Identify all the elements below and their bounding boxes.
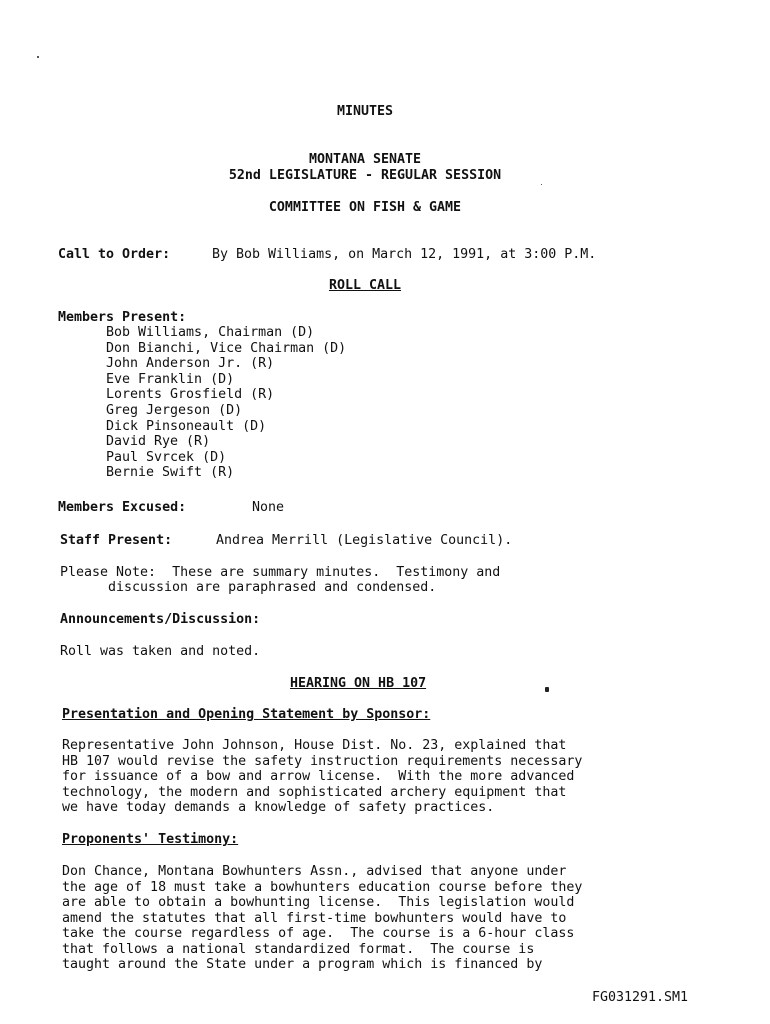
member-item: Eve Franklin (D) [106, 371, 235, 387]
roll-call-heading: ROLL CALL [328, 278, 402, 293]
paragraph-line: are able to obtain a bowhunting license. This legislation would [62, 895, 575, 910]
please-note-line-2: discussion are paraphrased and condensed. [108, 580, 437, 595]
sponsor-paragraph [62, 738, 722, 816]
scan-speck [541, 184, 542, 185]
paragraph-line: HB 107 would revise the safety instruction requirements necessary [62, 753, 583, 769]
scan-speck [37, 56, 39, 58]
paragraph-line: we have today demands a knowledge of safety practices. [62, 800, 495, 815]
member-item: Dick Pinsoneault (D) [106, 418, 267, 434]
member-item: David Rye (R) [106, 434, 211, 450]
footer-document-code: FG031291.SM1 [592, 990, 689, 1005]
member-item: Don Bianchi, Vice Chairman (D) [106, 340, 347, 356]
paragraph-line: that follows a national standardized format. The course is [62, 941, 535, 957]
members-excused-label: Members Excused: [58, 500, 187, 515]
member-item: Greg Jergeson (D) [106, 403, 243, 418]
paragraph-line: for issuance of a bow and arrow license. With the more advanced [62, 769, 575, 784]
member-item: Bob Williams, Chairman (D) [106, 325, 315, 340]
scan-speck [545, 687, 549, 692]
member-item: Bernie Swift (R) [106, 465, 235, 481]
paragraph-line: take the course regardless of age. The course is a 6-hour class [62, 926, 575, 941]
staff-present-label: Staff Present: [60, 533, 173, 548]
session-heading: 52nd LEGISLATURE - REGULAR SESSION [228, 168, 502, 183]
member-item: John Anderson Jr. (R) [106, 356, 275, 372]
call-to-order-label: Call to Order: [58, 247, 171, 262]
member-item: Lorents Grosfield (R) [106, 387, 275, 403]
paragraph-line: amend the statutes that all first-time bowhunters would have to [62, 910, 567, 926]
please-note-line-1: Please Note: These are summary minutes. Testimony and [60, 565, 501, 580]
announcements-label: Announcements/Discussion: [60, 612, 261, 627]
paragraph-line: Representative John Johnson, House Dist. No. 23, explained that [62, 738, 567, 753]
proponents-heading: Proponents' Testimony: [62, 832, 239, 847]
committee-heading: COMMITTEE ON FISH & GAME [268, 200, 462, 215]
paragraph-line: Don Chance, Montana Bowhunters Assn., advised that anyone under [62, 864, 567, 879]
member-item: Paul Svrcek (D) [106, 449, 227, 465]
call-to-order-text: By Bob Williams, on March 12, 1991, at 3:00 P.M. [212, 247, 597, 262]
paragraph-line: technology, the modern and sophisticated archery equipment that [62, 784, 567, 800]
document-title: MINUTES [336, 104, 394, 119]
members-excused-value: None [252, 500, 285, 515]
staff-present-value: Andrea Merrill (Legislative Council). [216, 533, 513, 548]
senate-heading: MONTANA SENATE [308, 152, 422, 167]
paragraph-line: the age of 18 must take a bowhunters education course before they [62, 879, 583, 895]
sponsor-heading: Presentation and Opening Statement by Sponsor: [62, 707, 431, 722]
proponents-paragraph [62, 864, 722, 973]
members-present-label: Members Present: [58, 310, 187, 325]
announcements-text: Roll was taken and noted. [60, 644, 261, 659]
paragraph-line: taught around the State under a program which is financed by [62, 957, 543, 972]
hearing-heading: HEARING ON HB 107 [290, 676, 427, 691]
